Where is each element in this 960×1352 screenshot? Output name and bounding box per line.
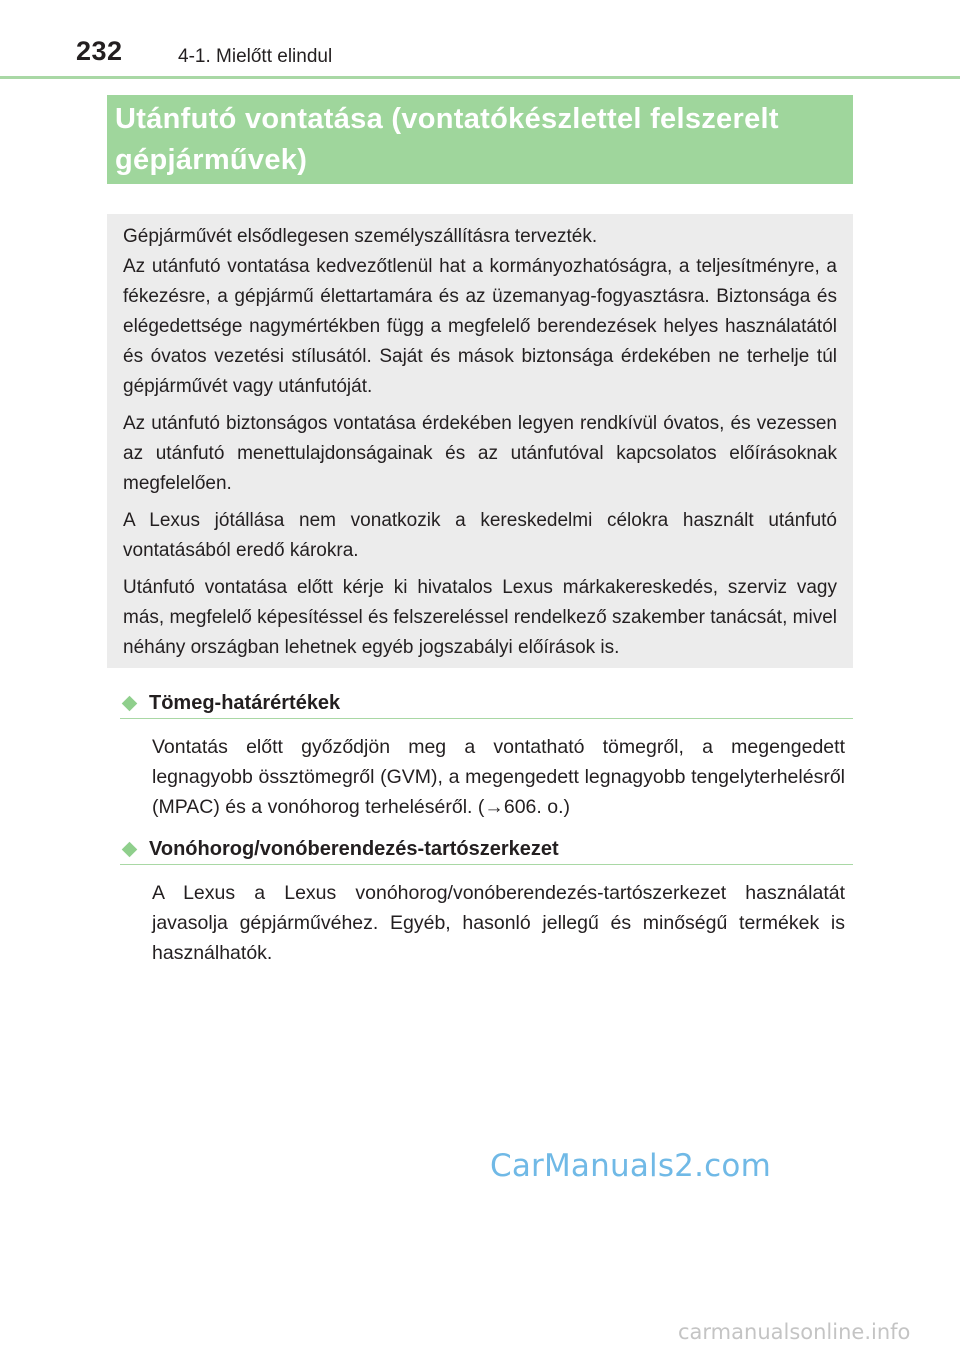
section-paragraph-tow-hitch: A Lexus a Lexus vonóhorog/vonóberendezés-tartószerkezet használatát javasolja gépjárművéhez. Egyéb, hasonló jellegű és minőségű termékek is használhatók. xyxy=(152,882,845,964)
page-title-line-2: gépjárművek) xyxy=(115,144,308,176)
intro-paragraph: A Lexus jótállása nem vonatkozik a kereskedelmi célokra használt utánfutó vontatásából eredő károkra. xyxy=(123,510,837,561)
diamond-bullet-icon xyxy=(122,695,138,711)
section-label: 4-1. Mielőtt elindul xyxy=(178,46,333,67)
header-divider xyxy=(0,76,960,79)
intro-paragraph: Az utánfutó biztonságos vontatása érdekében legyen rendkívül óvatos, és vezessen az utánfutó menettulajdonságainak és az utánfutóval kapcsolatos előírásoknak megfelelően. xyxy=(123,413,837,494)
page-title-line-1: Utánfutó vontatása (vontatókészlettel felszerelt xyxy=(115,103,779,135)
subheading-weight-limits xyxy=(120,688,853,719)
footer-watermark: carmanualsonline.info xyxy=(678,1320,911,1344)
diamond-bullet-icon xyxy=(122,841,138,857)
intro-box xyxy=(107,214,853,668)
intro-paragraph: Utánfutó vontatása előtt kérje ki hivatalos Lexus márkakereskedés, szerviz vagy más, megfelelő képesítéssel és felszereléssel rendelkező szakember tanácsát, mivel néhány országban lehetnek egyéb jogszabályi előírások is. xyxy=(123,577,837,658)
subheading-text: Tömeg-határértékek xyxy=(149,691,341,714)
intro-paragraph: Gépjárművét elsődlegesen személyszállításra tervezték. Az utánfutó vontatása kedvezőtlenül hat a kormányozhatóságra, a teljesítményre, a fékezésre, a gépjármű élettartamára és az üzemanyag-fogyasztásra. Biztonsága és elégedettsége nagymértékben függ a megfelelő berendezések helyes használatától és óvatos vezetési stílusától. Saját és mások biztonsága érdekében ne terhelje túl gépjárművét vagy utánfutóját. xyxy=(123,226,837,397)
page-number: 232 xyxy=(76,36,123,66)
subheading-text: Vonóhorog/vonóberendezés-tartószerkezet xyxy=(149,837,559,860)
carmanuals-watermark: CarManuals2.com xyxy=(490,1148,771,1184)
section-paragraph-weight-limits: Vontatás előtt győződjön meg a vontatható tömegről, a megengedett legnagyobb össztömegről (GVM), a megengedett legnagyobb tengelyterhelésről (MPAC) és a vonóhorog terheléséről. (→606. o.) xyxy=(152,736,845,818)
subheading-tow-hitch xyxy=(120,834,853,865)
title-banner xyxy=(107,95,853,184)
